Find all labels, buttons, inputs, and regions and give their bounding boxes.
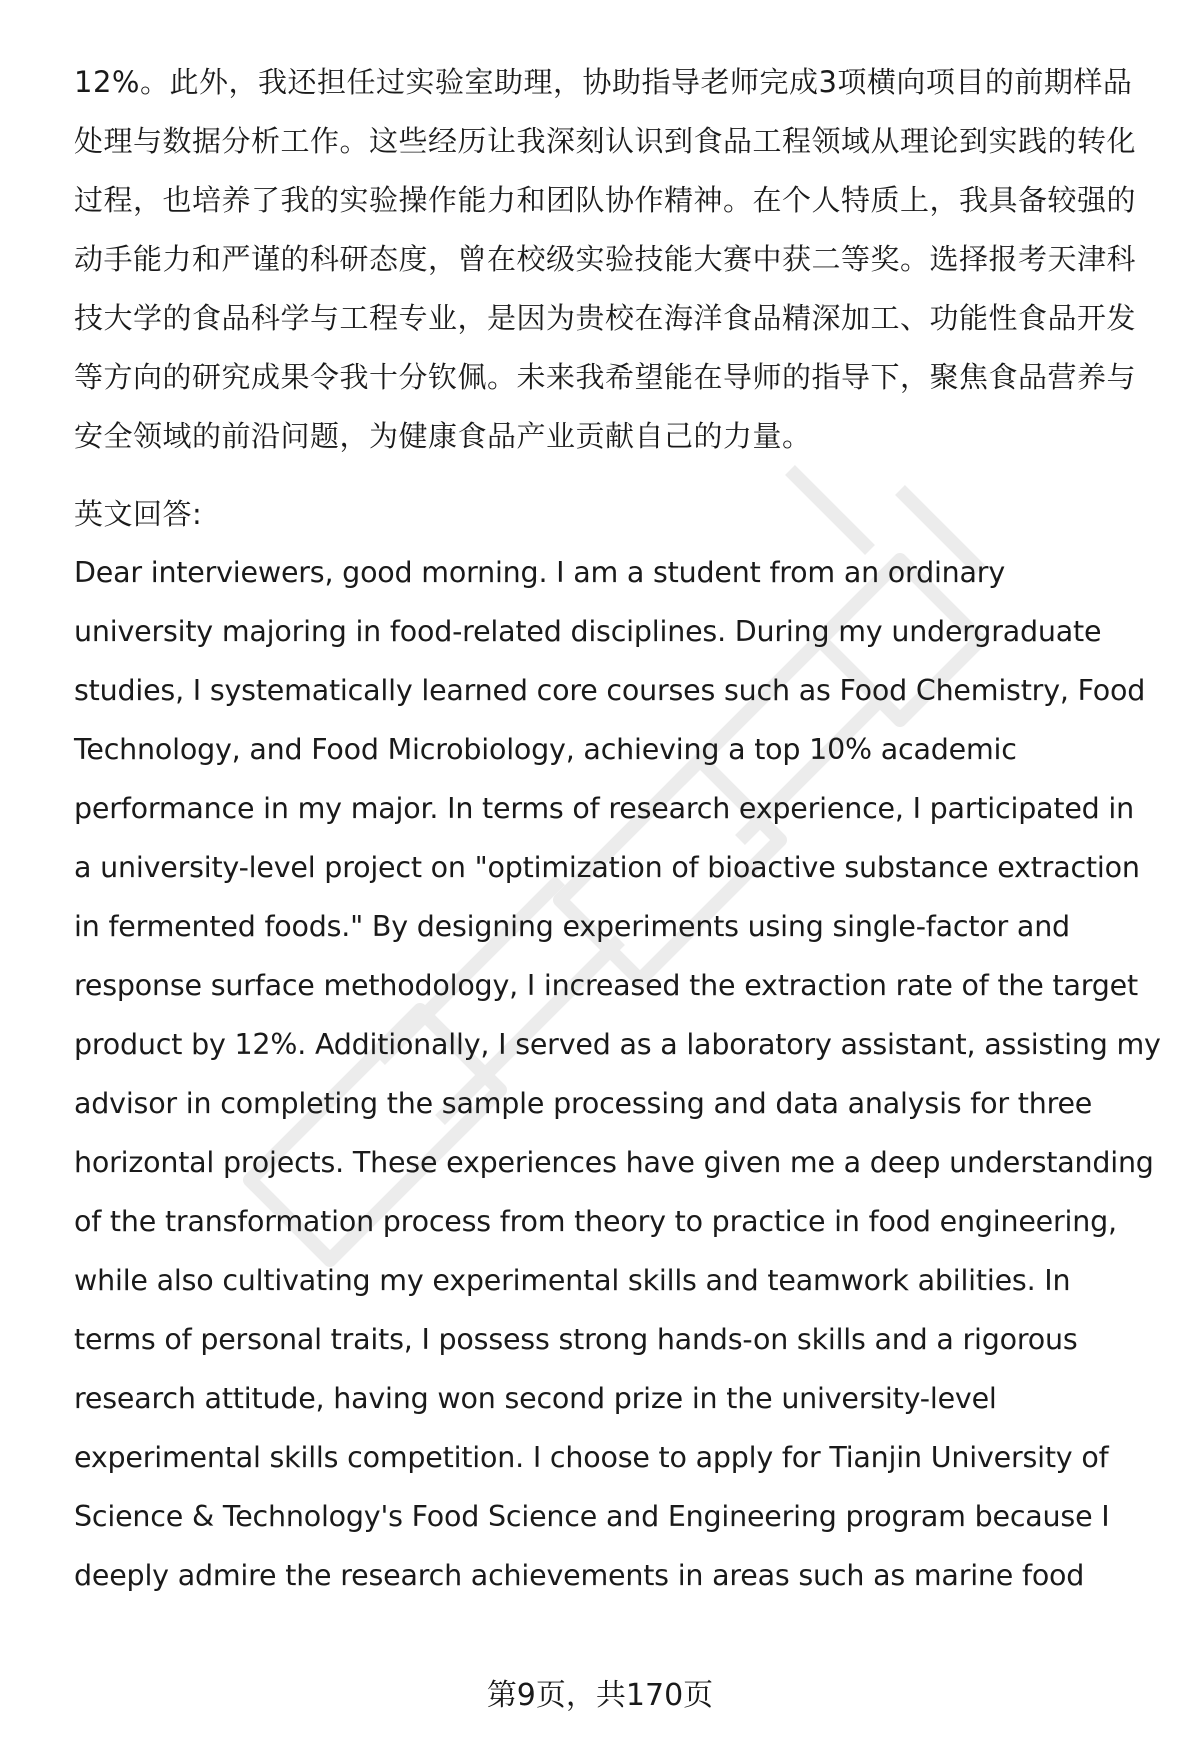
chinese-paragraph-line: 动手能力和严谨的科研态度，曾在校级实验技能大赛中获二等奖。选择报考天津科 — [74, 242, 1137, 276]
english-paragraph-line: deeply admire the research achievements in areas such as marine food — [74, 1559, 1085, 1592]
chinese-paragraph-line: 技大学的食品科学与工程专业，是因为贵校在海洋食品精深加工、功能性食品开发 — [74, 301, 1137, 335]
english-paragraph-line: Technology, and Food Microbiology, achieving a top 10% academic — [74, 733, 1017, 766]
english-paragraph-line: in fermented foods." By designing experiments using single-factor and — [74, 910, 1070, 943]
chinese-paragraph-line: 处理与数据分析工作。这些经历让我深刻认识到食品工程领域从理论到实践的转化 — [74, 124, 1137, 158]
chinese-paragraph-line: 过程，也培养了我的实验操作能力和团队协作精神。在个人特质上，我具备较强的 — [74, 183, 1137, 217]
english-paragraph-line: response surface methodology, I increased the extraction rate of the target — [74, 969, 1138, 1002]
english-paragraph-line: terms of personal traits, I possess strong hands-on skills and a rigorous — [74, 1323, 1078, 1356]
english-paragraph-line: studies, I systematically learned core courses such as Food Chemistry, Food — [74, 674, 1146, 707]
english-paragraph-line: performance in my major. In terms of research experience, I participated in — [74, 792, 1135, 825]
english-paragraph-line: Science & Technology's Food Science and Engineering program because I — [74, 1500, 1110, 1533]
chinese-paragraph-line: 安全领域的前沿问题，为健康食品产业贡献自己的力量。 — [74, 419, 812, 453]
english-paragraph-line: university majoring in food-related disciplines. During my undergraduate — [74, 615, 1102, 648]
english-paragraph-line: a university-level project on "optimization of bioactive substance extraction — [74, 851, 1140, 884]
english-paragraph-line: Dear interviewers, good morning. I am a student from an ordinary — [74, 556, 1005, 589]
english-paragraph-line: research attitude, having won second prize in the university-level — [74, 1382, 997, 1415]
chinese-paragraph-line: 12%。此外，我还担任过实验室助理，协助指导老师完成3项横向项目的前期样品 — [74, 65, 1133, 99]
english-paragraph-line: horizontal projects. These experiences have given me a deep understanding — [74, 1146, 1154, 1179]
english-paragraph-line: experimental skills competition. I choose to apply for Tianjin University of — [74, 1441, 1109, 1474]
english-answer-heading: 英文回答: — [74, 497, 203, 531]
chinese-paragraph-line: 等方向的研究成果令我十分钦佩。未来我希望能在导师的指导下，聚焦食品营养与 — [74, 360, 1137, 394]
english-paragraph-line: advisor in completing the sample processing and data analysis for three — [74, 1087, 1093, 1120]
english-paragraph-line: of the transformation process from theory to practice in food engineering, — [74, 1205, 1117, 1238]
english-paragraph-line: product by 12%. Additionally, I served as a laboratory assistant, assisting my — [74, 1028, 1161, 1061]
english-paragraph-line: while also cultivating my experimental skills and teamwork abilities. In — [74, 1264, 1071, 1297]
page-number-footer: 第9页，共170页 — [486, 1678, 714, 1713]
